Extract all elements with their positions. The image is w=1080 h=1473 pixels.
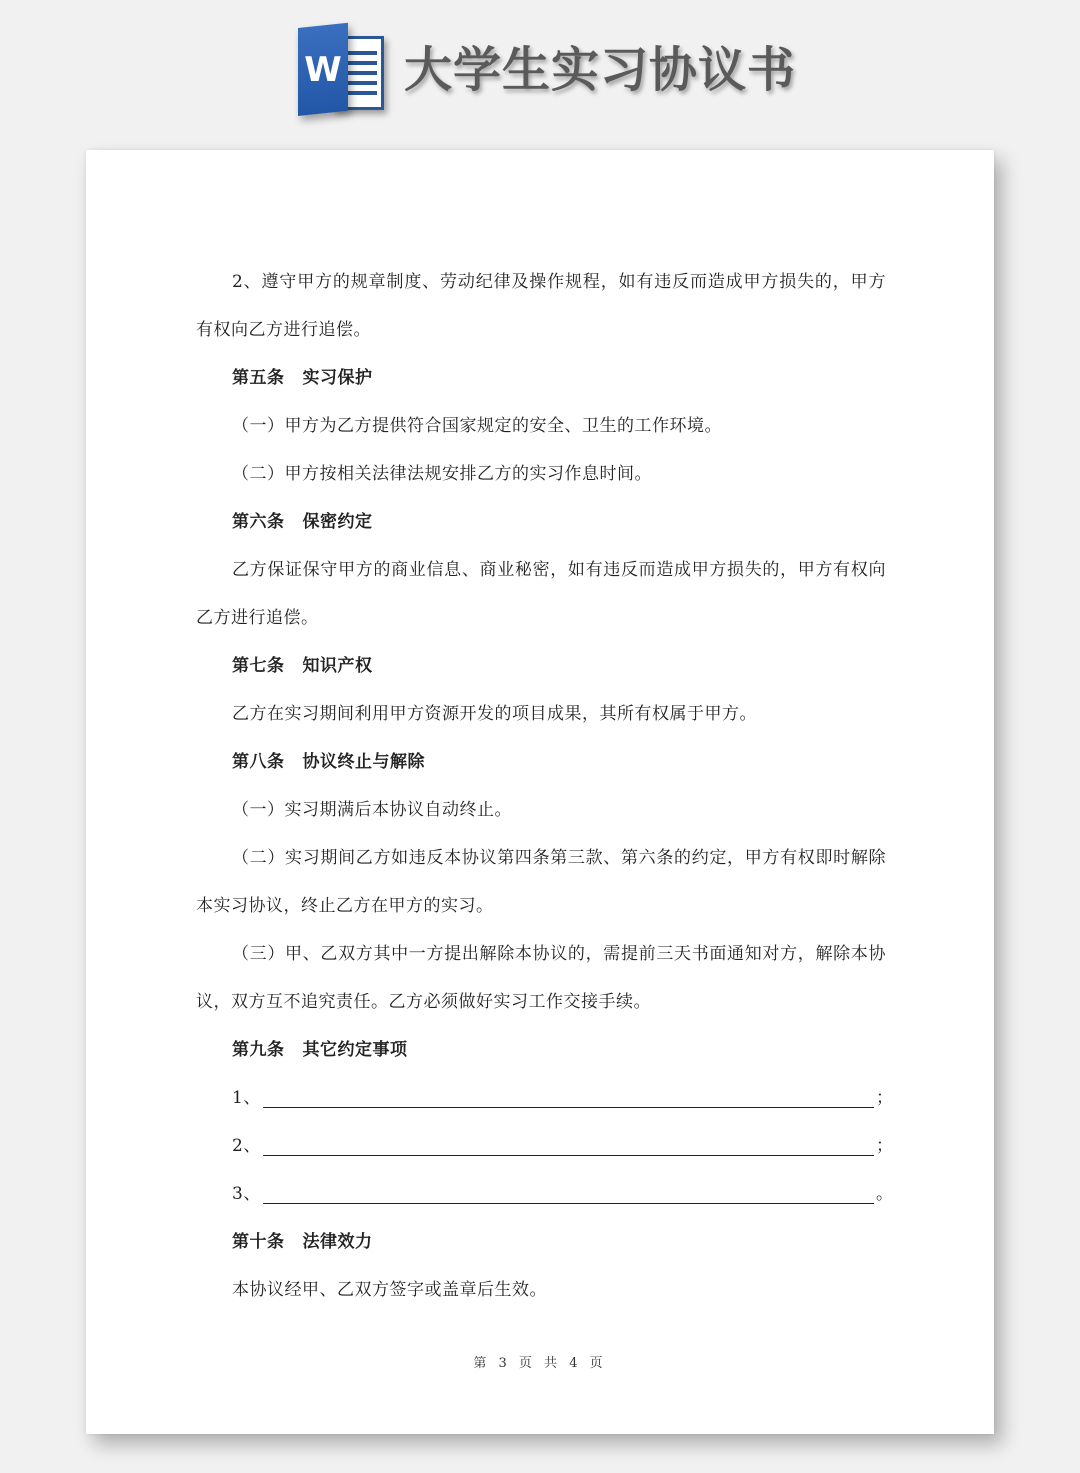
blank-end-punct: ；: [876, 1088, 894, 1108]
blank-line-2: [196, 1122, 894, 1170]
article-9-heading: [196, 1026, 886, 1074]
article-5-heading: [196, 354, 886, 402]
document-body: [196, 258, 894, 1314]
article-title: 保密约定: [302, 512, 373, 532]
article-6-heading: [196, 498, 886, 546]
word-icon: [298, 28, 390, 116]
header-banner: [0, 0, 1080, 140]
banner-title: 大学生实习协议书: [404, 42, 797, 98]
paragraph-art5-item1: （一）甲方为乙方提供符合国家规定的安全、卫生的工作环境。: [232, 416, 722, 436]
paragraph-obligation-2: 2、遵守甲方的规章制度、劳动纪律及操作规程，如有违反而造成甲方损失的，甲方有权向乙方进行追偿。: [196, 272, 886, 340]
article-7-heading: [196, 642, 886, 690]
paragraph-art8-item2: （二）实习期间乙方如违反本协议第四条第三款、第六条的约定，甲方有权即时解除本实习协议，终止乙方在甲方的实习。: [196, 848, 886, 916]
paragraph-art6-body: 乙方保证保守甲方的商业信息、商业秘密，如有违反而造成甲方损失的，甲方有权向乙方进行追偿。: [196, 560, 886, 628]
fill-in-line[interactable]: [263, 1203, 874, 1204]
blank-end-punct: 。: [876, 1184, 894, 1204]
blank-line-1: [196, 1074, 894, 1122]
paragraph-art7-body: 乙方在实习期间利用甲方资源开发的项目成果，其所有权属于甲方。: [232, 704, 757, 724]
paragraph-art5-item2: （二）甲方按相关法律法规安排乙方的实习作息时间。: [232, 464, 652, 484]
article-title: 法律效力: [302, 1232, 373, 1252]
article-title: 其它约定事项: [302, 1040, 408, 1060]
fill-in-line[interactable]: [263, 1107, 874, 1108]
article-title: 实习保护: [302, 368, 373, 388]
article-8-heading: [196, 738, 886, 786]
article-10-heading: [196, 1218, 886, 1266]
blank-number: 1、: [232, 1088, 261, 1108]
article-number: 第五条: [232, 368, 285, 388]
paragraph-art10-body: 本协议经甲、乙双方签字或盖章后生效。: [232, 1280, 547, 1300]
article-number: 第十条: [232, 1232, 285, 1252]
fill-in-line[interactable]: [263, 1155, 874, 1156]
article-number: 第六条: [232, 512, 285, 532]
blank-line-3: [196, 1170, 894, 1218]
blank-number: 2、: [232, 1136, 261, 1156]
document-page: [86, 150, 994, 1434]
article-number: 第九条: [232, 1040, 285, 1060]
blank-end-punct: ；: [876, 1136, 894, 1156]
paragraph-art8-item3: （三）甲、乙双方其中一方提出解除本协议的，需提前三天书面通知对方，解除本协议，双方互不追究责任。乙方必须做好实习工作交接手续。: [196, 944, 886, 1012]
word-badge-letter: W: [304, 50, 342, 90]
blank-number: 3、: [232, 1184, 261, 1204]
article-number: 第七条: [232, 656, 285, 676]
article-title: 知识产权: [302, 656, 373, 676]
paragraph-art8-item1: （一）实习期满后本协议自动终止。: [232, 800, 512, 820]
page-number-footer: 第 3 页 共 4 页: [473, 1356, 607, 1371]
article-number: 第八条: [232, 752, 285, 772]
article-title: 协议终止与解除: [302, 752, 425, 772]
